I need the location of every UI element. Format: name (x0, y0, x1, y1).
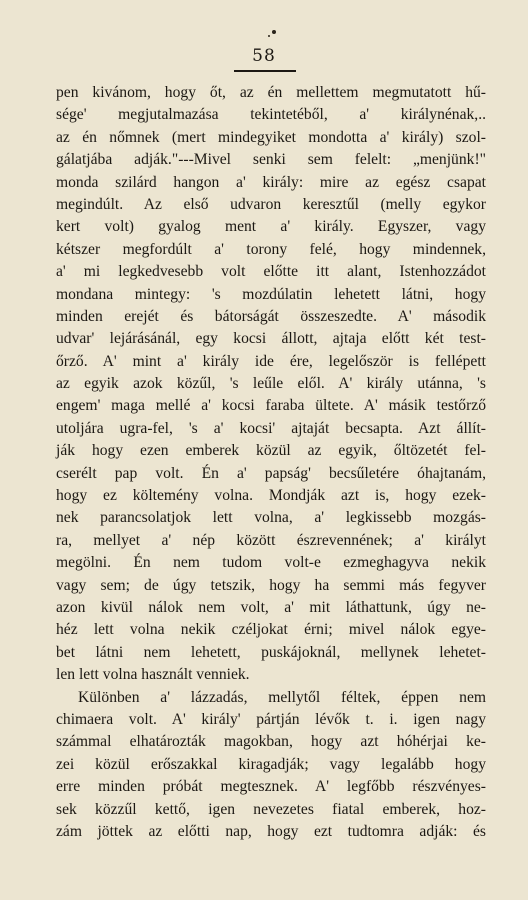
header-rule (234, 70, 296, 72)
text-line: ra, mellyet a' nép között észrevennének; a' királyt (56, 531, 486, 549)
text-line: erre minden próbát megtesznek. A' legfőbb részvényes- (56, 778, 486, 796)
page-text (56, 82, 486, 843)
text-line: zám jöttek az előtti nap, hogy ezt tudtomra adják: és (56, 822, 486, 840)
page-number: 58 (252, 46, 276, 66)
text-line: őrző. A' mint a' király ide ére, legelőször is fellépett (56, 352, 486, 370)
text-line: cserélt pap volt. Én a' papság' becsűletére óhajtanám, (56, 464, 486, 482)
text-line: megindúlt. Az első udvaron keresztűl (melly egykor (56, 195, 486, 213)
text-line: héz lett volna nekik czéljokat érni; mivel nálok egye- (56, 621, 486, 639)
text-line: a' mi legkedvesebb volt előtte itt alant, Istenhozzádot (56, 263, 486, 281)
text-line: utoljára ugra-fel, 's a' kocsi' ajtaját becsapta. Azt állít- (56, 419, 486, 437)
ink-speck (272, 30, 276, 34)
text-line: len lett volna használt venniek. (56, 666, 250, 684)
text-line: megölni. Én nem tudom volt-e ezmeghagyva nekik (56, 554, 486, 572)
text-line: udvar' lejárásánál, egy kocsi állott, ajtaja előtt két test- (56, 330, 486, 348)
text-line: ják hogy ezen emberek közül az egyik, őltözetét fel- (56, 442, 486, 460)
text-line: bet látni nem lehetett, puskájoknál, mellynek lehetet- (56, 643, 486, 661)
text-line: gálatjába adják."---Mivel senki sem felelt: „menjünk!" (56, 151, 486, 169)
text-line: minden erejét és bátorságát összeszedte. A' második (56, 307, 486, 325)
text-line: vagy sem; de úgy tetszik, hogy ha semmi más fegyver (56, 576, 486, 594)
text-line: sége' megjutalmazása tekintetéből, a' királynénak,.. (56, 106, 486, 124)
text-line: Különben a' lázzadás, mellytől féltek, éppen nem (78, 688, 486, 706)
ink-speck (268, 35, 270, 37)
text-line: az egyik azok közűl, 's leűle elől. A' király utánna, 's (56, 375, 486, 393)
text-line: nek parancsolatjok lett volna, a' legkissebb mozgás- (56, 509, 486, 527)
text-line: zei közül erőszakkal kiragadják; vagy legalább hogy (56, 755, 486, 773)
text-line: kert volt) gyalog ment a' király. Egyszer, vagy (56, 218, 486, 236)
text-line: sek közzűl kettő, igen nevezetes fiatal emberek, hoz- (56, 800, 486, 818)
text-line: monda szilárd hangon a' király: mire az egész csapat (56, 173, 486, 191)
text-line: azon kivül nálok nem volt, a' mit láthattunk, úgy ne- (56, 598, 486, 616)
text-line: chimaera volt. A' király' pártján lévők t. i. igen nagy (56, 710, 486, 728)
text-line: az én nőmnek (mert mindegyiket mondotta a' király) szol- (56, 128, 486, 146)
text-line: mondana mintegy: 's mozdúlatin lehetett látni, hogy (56, 285, 486, 303)
text-line: hogy ez költemény volna. Mondják azt is, hogy ezek- (56, 487, 486, 505)
text-line: engem' maga mellé a' kocsi faraba ültete. A' másik testőrző (56, 397, 486, 415)
text-line: számmal elhatározták magokban, hogy azt hóhérjai ke- (56, 733, 486, 751)
text-line: kétszer megfordúlt a' torony felé, hogy mindennek, (56, 240, 486, 258)
text-line: pen kivánom, hogy őt, az én mellettem megmutatott hű- (56, 84, 486, 101)
